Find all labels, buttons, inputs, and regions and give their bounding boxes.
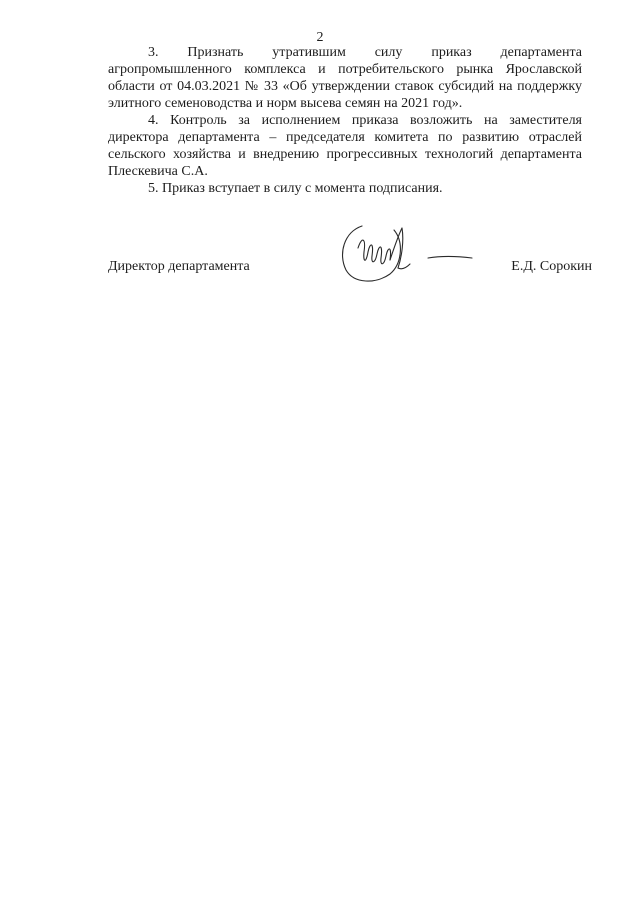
- signature-block: [108, 250, 592, 290]
- paragraph-4: 4. Контроль за исполнением приказа возложить на заместителя директора департамента – председателя комитета по развитию отраслей сельского хозяйства и внедрению прогрессивных технологий департамента Плескевича С.А.: [108, 113, 582, 179]
- document-body: [108, 44, 582, 197]
- paragraph-3: 3. Признать утратившим силу приказ департамента агропромышленного комплекса и потребительского рынка Ярославской области от 04.03.2021 № 33 «Об утверждении ставок субсидий на поддержку элитного семеноводства и норм высева семян на 2021 год».: [108, 45, 582, 111]
- paragraph-5: 5. Приказ вступает в силу с момента подписания.: [148, 181, 443, 196]
- signatory-position: Директор департамента: [108, 259, 250, 274]
- page-number: 2: [316, 30, 324, 45]
- signatory-name: Е.Д. Сорокин: [511, 259, 592, 274]
